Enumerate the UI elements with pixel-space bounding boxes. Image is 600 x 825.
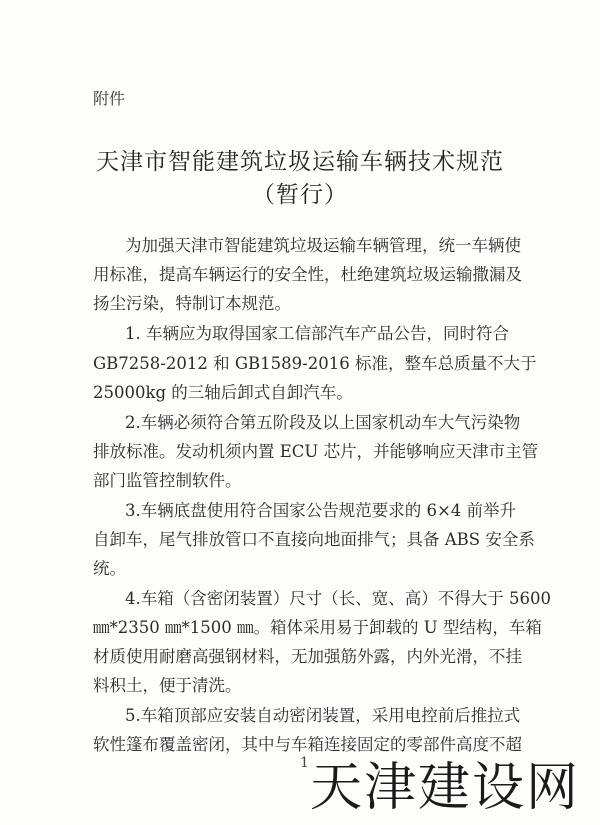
text-line: 2.车辆必须符合第五阶段及以上国家机动车大气污染物: [125, 413, 521, 432]
text-line: 为加强天津市智能建筑垃圾运输车辆管理，统一车辆使: [125, 236, 521, 255]
text-line: 部门监管控制软件。: [93, 471, 242, 490]
document-title: 天津市智能建筑垃圾运输车辆技术规范: [96, 149, 504, 175]
page-number: 1: [300, 755, 309, 771]
watermark-text: 天津建设网: [309, 758, 580, 818]
text-line: 5.车箱顶部应安装自动密闭装置，采用电控前后推拉式: [125, 706, 521, 725]
text-line: 料积土，便于清洗。: [93, 676, 242, 695]
text-line: 材质使用耐磨高强钢材料，无加强筋外露，内外光滑，不挂: [93, 647, 522, 666]
text-line: 3.车辆底盘使用符合国家公告规范要求的 6×4 前举升: [125, 501, 517, 520]
text-line: 用标准，提高车辆运行的安全性，杜绝建筑垃圾运输撒漏及: [93, 265, 522, 284]
text-line: GB7258-2012 和 GB1589-2016 标准，整车总质量不大于: [93, 354, 537, 373]
text-line: 软性篷布覆盖密闭，其中与车箱连接固定的零部件高度不超: [93, 735, 522, 754]
text-line: 扬尘污染，特制订本规范。: [93, 294, 291, 313]
text-line: 排放标准。发动机须内置 ECU 芯片，并能够响应天津市主管: [93, 442, 539, 461]
text-line: ㎜*2350 ㎜*1500 ㎜。箱体采用易于卸载的 U 型结构，车箱: [93, 618, 542, 637]
document-subtitle: （暂行）: [252, 182, 348, 208]
text-line: 25000kg 的三轴后卸式自卸汽车。: [93, 383, 353, 402]
text-line: 统。: [93, 559, 126, 578]
text-line: 自卸车，尾气排放管口不直接向地面排气；具备 ABS 安全系: [93, 530, 535, 549]
text-line: 1. 车辆应为取得国家工信部汽车产品公告，同时符合: [125, 324, 509, 343]
attachment-label: 附件: [93, 89, 126, 108]
text-line: 4.车箱（含密闭装置）尺寸（长、宽、高）不得大于 5600: [125, 589, 551, 608]
